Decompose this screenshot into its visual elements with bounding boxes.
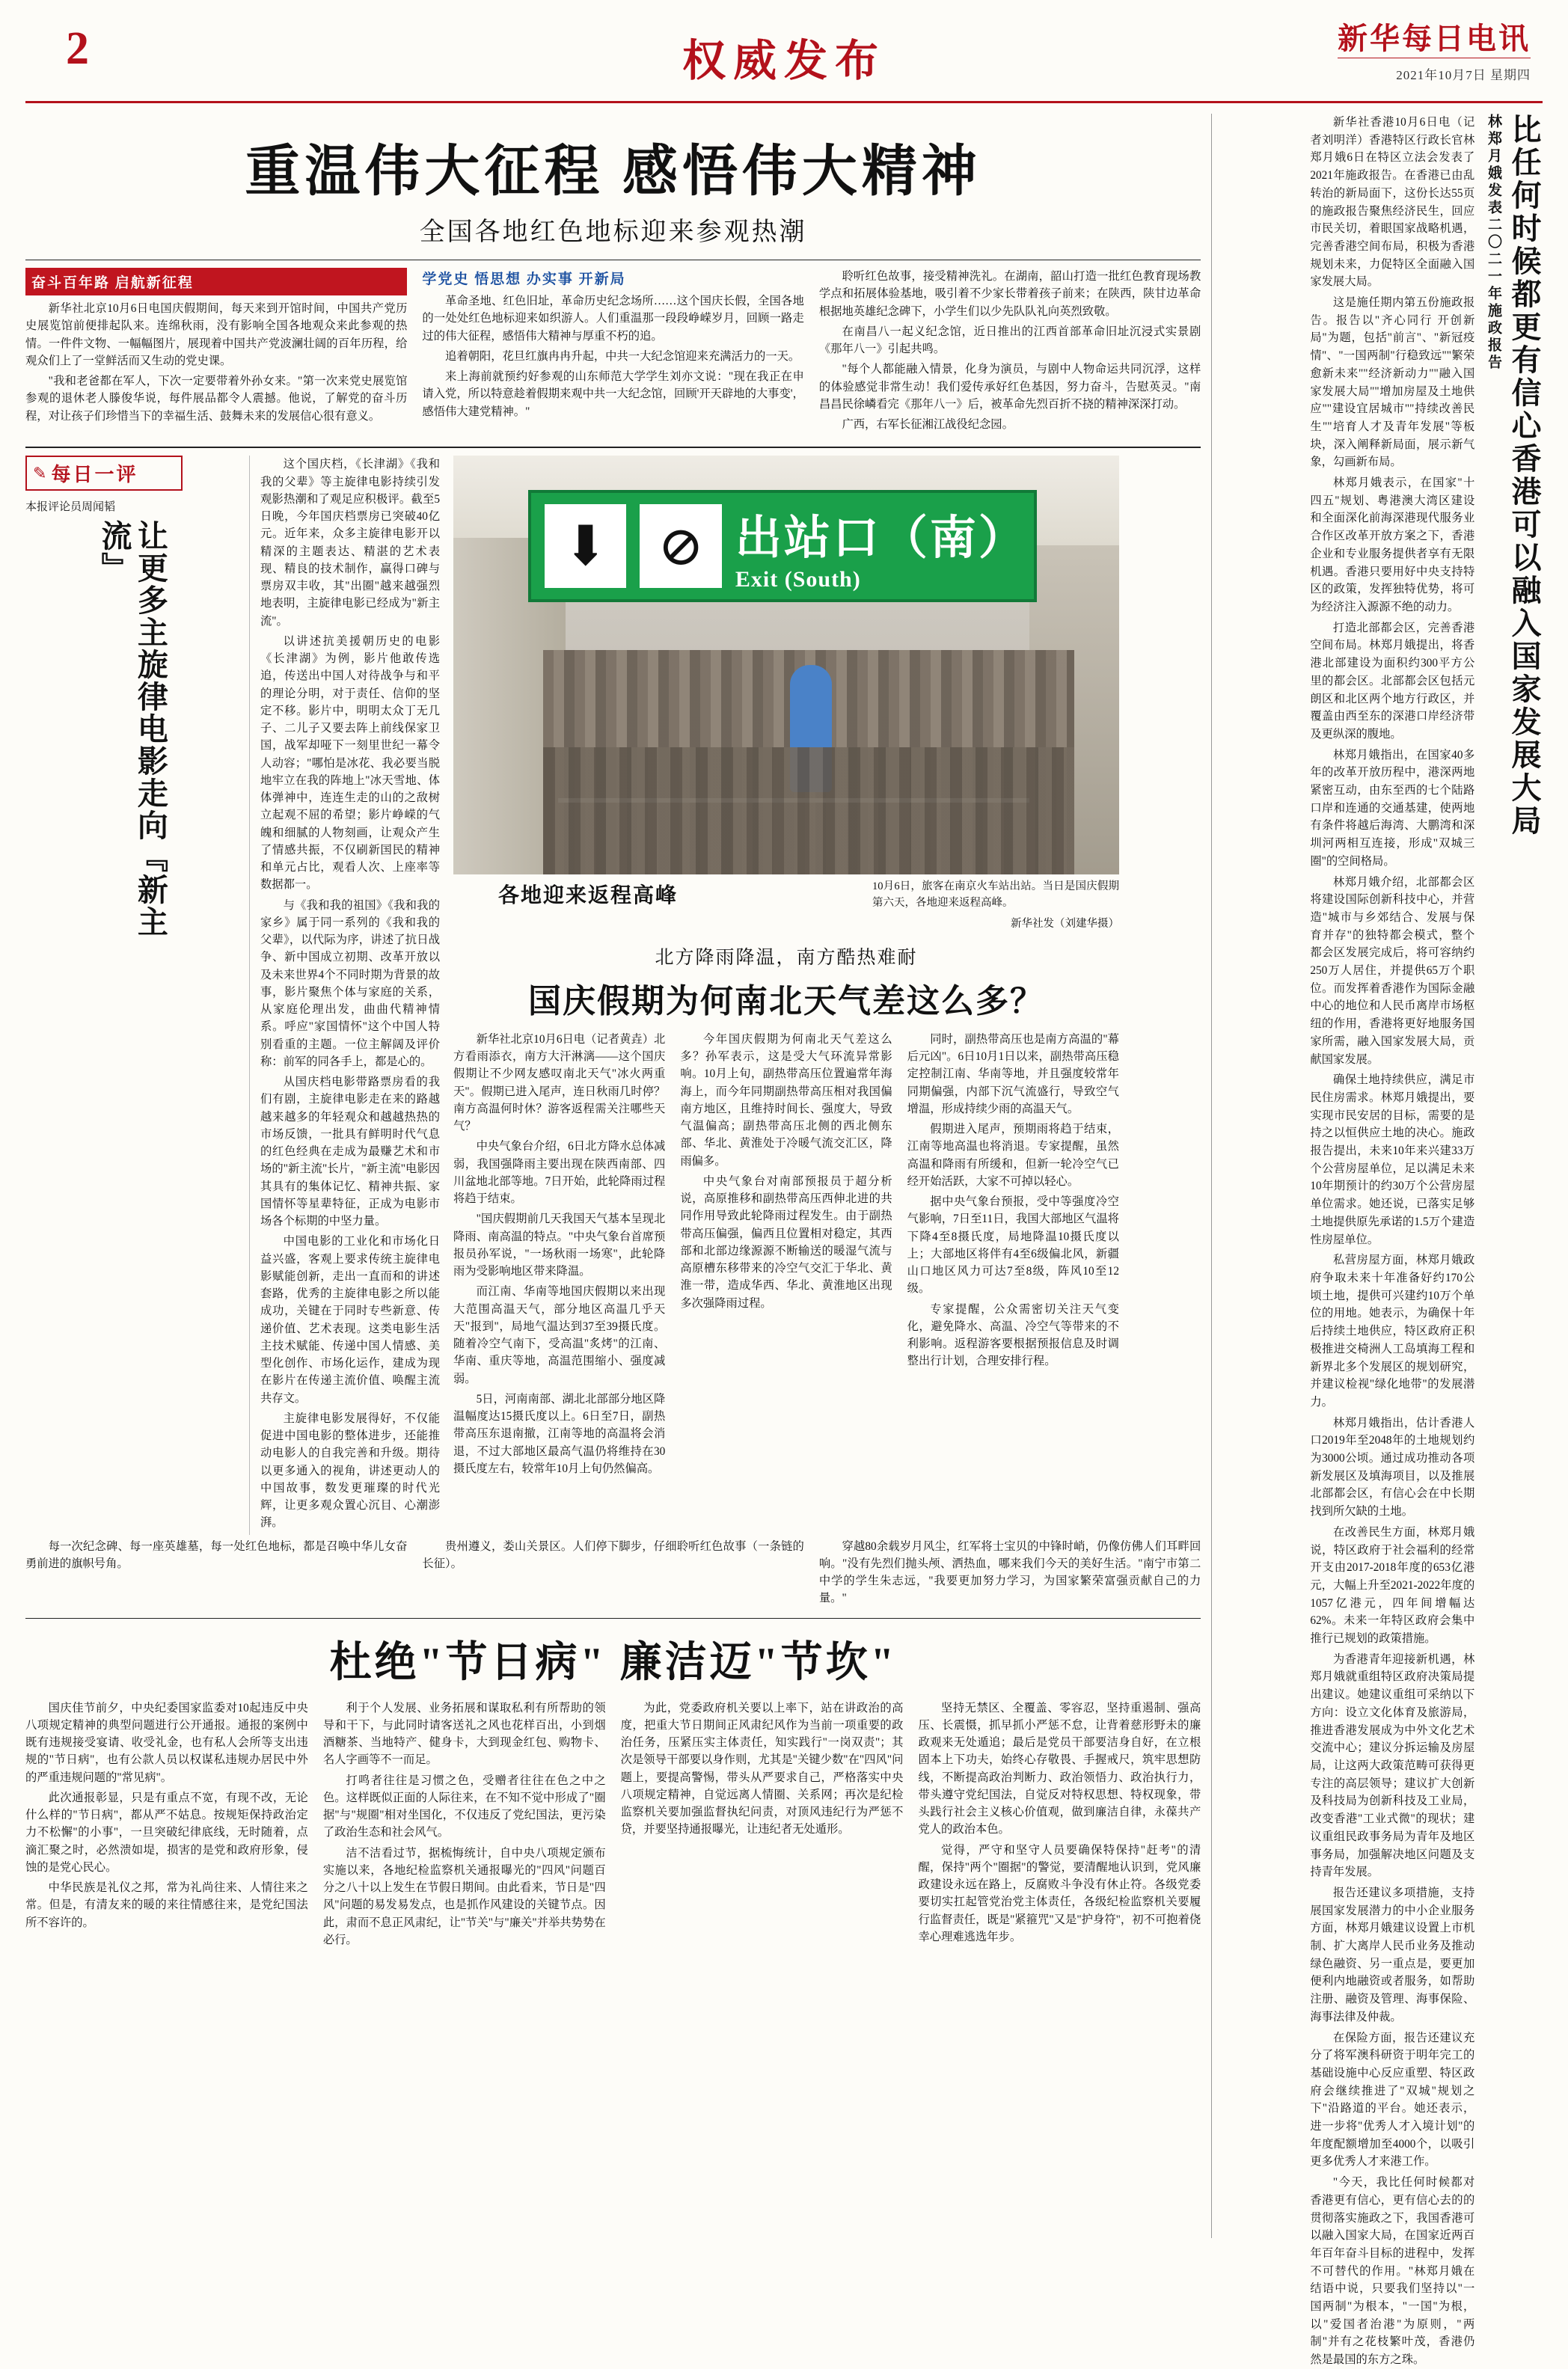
right-paragraph: 打造北部都会区，完善香港空间布局。林郑月娥提出，将香港北部建设为面积约300平方公里的都会区。北部都会区包括元朗区和北区两个地方行政区，并覆盖由西至东的深港口岸经济带及更纵深的腹地。	[1310, 621, 1475, 741]
page-body	[25, 114, 1543, 2367]
bottom-paragraph: 此次通报彰显，只是有重点不宽，有现不改，无论什么样的"节日病"，都从严不姑息。按规矩保持政治定力不松懈"的小事"，一旦突破纪律底线，无时随着，点滴汇聚之时，必然溃如堤，损害的是党和政府形象，侵蚀的是党心民心。	[25, 1791, 308, 1874]
right-text-column	[1310, 114, 1483, 2367]
main-content	[25, 114, 1211, 2238]
campaign-banner-blue: 学党史 悟思想 办实事 开新局	[422, 272, 626, 287]
station-photo	[453, 456, 1119, 874]
pen-icon: ✎	[33, 463, 47, 482]
weather-column-3	[907, 1031, 1119, 1480]
lead-cont-column-3	[819, 1538, 1201, 1611]
commentary-paragraph: 这个国庆档，《长津湖》《我和我的父辈》等主旋律电影持续引发观影热潮和了观足应积极评。截至5日晚，今年国庆档票房已突破40亿元。近年来，众多主旋律电影开以精深的主题表达、精湛的艺术表现、精良的技术制作，赢得口碑与票房双丰收，其"出圈"越来越强烈地表明，主旋律电影已经成为"新主流"。	[260, 458, 440, 628]
right-paragraph: 在保险方面，报告还建议充分了将军澳科研资于明年完工的基础设施中心反应重塑、特区政府会继续推进了"双城"规划之下"沿路道的平台。她还表示，进一步将"优秀人才入境计划"的年度配额增加至4000个，以吸引更多优秀人才来港工作。	[1310, 2031, 1475, 2169]
right-paragraph: 这是施任期内第五份施政报告。报告以"齐心同行 开创新局"为题，包括"前言"、"新冠疫情"、"一国两制"行稳致远""繁荣愈新未来""经济新动力""融入国家发展大局""增加房屋及土地供应""建设宜居城市""持续改善民生""培育人才及青年发展"等板块，深入阐释新局面，展示新气象，勾画新布局。	[1310, 296, 1475, 469]
weather-paragraph: 同时，副热带高压也是南方高温的"幕后元凶"。6日10月1日以来，副热带高压稳定控制江南、华南等地，并且强度较常年同期偏强，内部下沉气流盛行，导致空气增温，形成持续少雨的高温天气。	[907, 1032, 1119, 1115]
bottom-column-3	[621, 1700, 904, 1952]
lead-column-1	[25, 268, 407, 436]
lead-column-2	[422, 268, 803, 436]
commentary-section	[25, 447, 1201, 1534]
exit-signboard	[528, 490, 1037, 602]
commentary-paragraph: 从国庆档电影带路票房看的我们有剧，主旋律电影走在来的路越越来越多的年轻观众和越越热热的市场反馈，一批具有鲜明时代气息的红色经典在走成为最赚艺术和市场的"新主流"长片，"新主流"电影因其具有的集体记忆、精神共振、家国情怀等星辈特征，正成为电影市场各个标期的中坚力量。	[260, 1076, 440, 1228]
lead-paragraph: 广西，右军长征湘江战役纪念园。	[842, 418, 1014, 431]
weather-kicker: 北方降雨降温，南方酷热难耐	[655, 947, 918, 968]
right-paragraph: 林郑月娥指出，估计香港人口2019年至2048年的土地规划约为3000公顷。通过成功推动各项新发展区及填海项目，以及推展北部都会区，有信心会在中长期找到所欠缺的土地。	[1310, 1416, 1475, 1518]
paper-name: 新华每日电讯	[1338, 22, 1531, 55]
masthead	[25, 19, 1543, 103]
bottom-rule	[25, 1618, 1201, 1619]
lead-continuation	[25, 1538, 1201, 1611]
weather-paragraph: 而江南、华南等地国庆假期以来出现大范围高温天气，部分地区高温几乎天天"报到"，局地气温达到37至39摄氏度。随着冷空气南下，受高温"炙烤"的江南、华南、重庆等地，高温范围缩小、强度减弱。	[453, 1285, 666, 1385]
lead-paragraph: 在南昌八一起义纪念馆，近日推出的江西首部革命旧址沉浸式实景剧《那年八一》引起共鸣。	[818, 325, 1201, 355]
lead-cont-column-2	[422, 1538, 803, 1611]
commentary-paragraph: 与《我和我的祖国》《我和我的家乡》属于同一系列的《我和我的父辈》，以代际为序，讲述了抗日战争、新中国成立初期、改革开放以及未来世界4个不同时期为背景的故事，影片聚焦个体与家庭的关系，从家庭伦理出发，曲曲代精神情系。呼应"家国情怀"这个中国人特别看重的主题。一位主解阔及评价称：前军的同各手上，都是心的。	[260, 898, 440, 1068]
bottom-paragraph: 觉得，严守和坚守人员要确保特保持"赶考"的清醒，保持"两个"圈据"的警觉，要清醒地认识到，党风廉政建设永远在路上，反腐败斗争没有休止符。各级党委要切实扛起管党治党主体责任，各级纪检监察机关要履行监督责任，既是"紧箍咒"又是"护身符"，初不可抱着侥幸心理难逃选年步。	[918, 1843, 1201, 1943]
weather-columns	[453, 1031, 1119, 1480]
lead-subhead: 全国各地红色地标迎来参观热潮	[419, 218, 807, 246]
photo-credit: 新华社发（刘建华摄）	[1011, 917, 1119, 930]
photo-caption-text: 10月6日，旅客在南京火车站出站。当日是国庆假期第六天，各地迎来返程高峰。	[872, 880, 1119, 909]
lead-columns	[25, 268, 1201, 436]
commentary-byline: 本报评论员周闻韬	[25, 501, 116, 514]
bottom-column-1	[25, 1700, 308, 1952]
bottom-column-4	[918, 1700, 1201, 1952]
page-number: 2	[66, 23, 89, 74]
bottom-paragraph: 洁不洁看过节，据梳悔统计，自中央八项规定颁布实施以来，各地纪检监察机关通报曝光的"四风"问题百分之八十以上发生在节假日期间。由此看来，节日是"四风"问题的易发易发点，也是抓作风建设的关键节点。因此，肃而不息正风肃纪，让"节关"与"廉关"并举共势势在必行。	[322, 1846, 606, 1946]
commentary-tag-label: 每日一评	[51, 464, 138, 486]
lead-paragraph: 每一次纪念碑、每一座英雄墓，每一处红色地标，都是召唤中华儿女奋勇前进的旗帜号角。	[25, 1539, 408, 1570]
bottom-paragraph: 打鸣者往往是习惯之色，受赠者往往在色之中之色。这样既似正面的人际往来，在不知不觉中形成了"圈据"与"规圈"相对坐国化，不仅违反了党纪国法，更污染了政治生态和社会风气。	[322, 1774, 606, 1839]
publication-date: 2021年10月7日 星期四	[1396, 68, 1531, 82]
bottom-paragraph: 为此，党委政府机关要以上率下，站在讲政治的高度，把重大节日期间正风肃纪风作为当前一项重要的政治任务，压紧压实主体责任，知实践行"一岗双责"；其次是领导干部要以身作则，尤其是"关键少数"在"四风"问题上，要提高警惕，带头从严要求自己，严格落实中央八项规定精神，自觉远离人情圈、关系网；再次是纪检监察机关要加强监督执纪问责，对顶风违纪行为严惩不贷，并要坚持通报曝光，让违纪者无处遁形。	[620, 1701, 904, 1836]
down-arrow-icon: ⬇	[545, 504, 626, 588]
right-paragraph: 为香港青年迎接新机遇，林郑月娥就重组特区政府决策局提出建议。她建议重组可采纳以下方向：设立文化体育及旅游局，推进香港发展成为中外文化艺术交流中心；建议分拆运输及房屋局，让这两大政策范畴可获得更专注的高层领导；建议扩大创新及科技局为创新科技及工业局，改变香港"工业式微"的现状；建议重组民政事务局为青年及地区事务局，加强解决地区问题及支持青年发展。	[1310, 1652, 1475, 1879]
commentary-paragraph: 以讲述抗美援朝历史的电影《长津湖》为例，影片他敢传选追，传送出中国人对待战争与和平的理论分明，对于责任、信仰的坚定不移。影片中，明明太众丁无几子、二儿子又要去阵上前线保家卫国，战军却哑下一刻里世纪一幕令人动容；"哪怕是冰花、我必要当脱地牢立在我的阵地上"冰天雪地、体体弹神中，连连生走的山的之敌树立起观不屈的希望；影片峥嵘的气魄和细腻的人物刻画，让观众产生了情感共振，不仅刷新国民的精神和单元占比，观看人次、上座率等数据都一。	[260, 634, 440, 892]
bottom-paragraph: 坚持无禁区、全覆盖、零容忍，坚持重遏制、强高压、长震慑，抓早抓小严惩不怠，让背着慈形野未的廉政观来无处遁追；最后是党员干部要洁身自好，在立根固本上下功夫，始终心存敬畏、手握戒尺，筑牢思想防线，不断提高政治判断力、政治领悟力、政治执行力，带头遵守党纪国法，自觉反对特权思想、特权现象，带头践行社会主义核心价值观，做到廉洁自律，永葆共产党人的政治本色。	[918, 1701, 1201, 1836]
commentary-title: 让更多主旋律电影走向『新主流』	[97, 520, 168, 939]
weather-paragraph: 据中央气象台预报，受中等强度冷空气影响，7日至11日，我国大部地区气温将下降4至8摄氏度，局地降温10摄氏度以上；大部地区将伴有4至6级偏北风，新疆山口地区风力可达7至8级，阵风10至12级。	[907, 1195, 1119, 1296]
weather-paragraph: 专家提醒，公众需密切关注天气变化，避免降水、高温、冷空气等带来的不利影响。返程游客要根据预报信息及时调整出行计划，合理安排行程。	[907, 1302, 1119, 1368]
photo-section	[453, 456, 1119, 1534]
right-paragraph: 报告还建议多项措施，支持展国家发展潜力的中小企业服务方面，林郑月娥建议设置上市机制、扩大离岸人民币业务及推动绿色融资、另一重点是，要更加便利内地融资或者服务，如帮助注册、融资及管理、海事保险、海事法律及仲裁。	[1310, 1886, 1475, 2023]
weather-title: 国庆假期为何南北天气差这么多？	[528, 982, 1044, 1020]
weather-paragraph: 新华社北京10月6日电（记者黄垚）北方看雨添衣，南方大汗淋漓——这个国庆假期让不少网友感叹南北天气"冰火两重天"。假期已进入尾声，连日秋雨几时停？南方高温何时休？游客返程需关注哪些天气？	[453, 1032, 666, 1133]
right-paragraph: "今天，我比任何时候都对香港更有信心，更有信心去的的贯彻落实施政之下，我国香港可以融入国家大局，在国家近两百年百年奋斗目标的进程中，发挥不可替代的作用。"林郑月娥在结语中说，只要我们坚持以"一国两制"为根本，"一国"为根，以"爱国者治港"为原则，"两制"并有之花枝繁叶茂，香港仍然是最国的东方之珠。	[1310, 2176, 1475, 2367]
weather-paragraph: 5日，河南南部、湖北北部部分地区降温幅度达15摄氏度以上。6日至7日，副热带高压东退南撤，江南等地的高温将会消退，不过大部地区最高气温仍将维持在30摄氏度左右，较常年10月上旬仍然偏高。	[453, 1392, 666, 1475]
weather-paragraph: 中央气象台对南部预报员于超分析说，高原推移和副热带高压西伸北进的共同作用导致此轮降雨过程发生。由于副热带高压偏强，偏西且位置相对稳定，其西部和北部边缘源源不断输送的暖湿气流与高原槽东移带来的冷空气交汇于华北、黄淮一带，造成华西、华北、黄淮地区出现多次强降雨过程。	[680, 1174, 892, 1310]
lead-paragraph: "我和老爸都在军人，下次一定要带着外孙女来。"第一次来党史展览馆参观的退休老人滕俊华说，每件展品都令人震撼。他说，了解党的奋斗历程，对让孩子们珍惜当下的幸福生活、鼓舞未来的发展信心很有意义。	[25, 375, 408, 423]
lead-paragraph: 革命圣地、红色旧址，革命历史纪念场所……这个国庆长假，全国各地的一处处红色地标迎来如织游人。人们重温那一段段峥嵘岁月，回顾一路走过的伟大征程，感悟伟大精神与厚重不朽的追。	[422, 295, 804, 343]
lead-paragraph: "每个人都能融入情景，化身为演员，与剧中人物命运共同沉浮，这样的体验感觉非常生动！我们爱传承好红色基因，努力奋斗，告慰英灵。"南昌昌民徐嶙看完《那年八一》后，被革命先烈百折不挠的精神深深打动。	[818, 363, 1201, 411]
sign-text	[735, 500, 1027, 592]
campaign-banner-red: 奋斗百年路 启航新征程	[25, 268, 407, 295]
lead-paragraph: 聆听红色故事，接受精神洗礼。在湖南，韶山打造一批红色教育现场教学点和拓展体验基地，吸引着不少家长带着孩子前来；在陕西，陕甘边革命根据地英雄纪念碑下，小学生们以少先队队礼向英烈致敬。	[818, 270, 1201, 318]
section-title: 权威发布	[682, 37, 886, 85]
lead-column-3	[819, 268, 1201, 436]
lead-cont-column-1	[25, 1538, 407, 1611]
bottom-paragraph: 利于个人发展、业务拓展和谋取私利有所帮助的领导和干下，与此同时请客送礼之风也花样百出，小到烟酒糖茶、当地特产、健身卡，大到现金红包、购物卡、名人字画等不一而足。	[322, 1701, 606, 1767]
lead-paragraph: 追着朝阳，花旦红旗冉冉升起，中共一大纪念馆迎来充满活力的一天。	[445, 349, 800, 363]
lead-paragraph: 贵州遵义，娄山关景区。人们停下脚步，仔细聆听红色故事（一条链的长征）。	[422, 1539, 804, 1570]
weather-paragraph: 中央气象台介绍，6日北方降水总体减弱，我国强降雨主要出现在陕西南部、四川盆地北部等地。7日开始，此轮降雨过程将趋于结束。	[453, 1140, 666, 1205]
lead-paragraph: 穿越80余载岁月风尘，红军将士宝贝的中锋时峭，仍像仿佛人们耳畔回响。"没有先烈们抛头颅、洒热血，哪来我们今天的美好生活。"南宁市第二中学的学生朱志远，"我要更加努力学习，为国家繁荣富强贡献自己的力量。"	[818, 1539, 1201, 1605]
commentary-text-column	[260, 456, 440, 1534]
lead-headline: 重温伟大征程 感悟伟大精神	[245, 141, 981, 203]
right-paragraph: 林郑月娥表示，在国家"十四五"规划、粤港澳大湾区建设和全面深化前海深港现代服务业合作区改革开放方案之下，香港企业和专业服务提供者享有无限机遇。香港只要用好中央支持特区的政策，发挥独特优势，将可为经济注入源源不绝的动力。	[1310, 476, 1475, 613]
right-paragraph: 私营房屋方面，林郑月娥政府争取未来十年准备好约170公顷土地，提供可兴建约10万个单位的用地。她表示，为确保十年后持续土地供应，特区政府正积极推进交椅洲人工岛填海工程和新界北多个发展区的规划研究，并建议检视"绿化地带"的发展潜力。	[1310, 1254, 1475, 1409]
weather-paragraph: 假期进入尾声，预期雨将趋于结束，江南等地高温也将消退。专家提醒，虽然高温和降雨有所缓和，但新一轮冷空气已经开始活跃，大家不可掉以轻心。	[907, 1123, 1119, 1188]
right-paragraph: 新华社香港10月6日电（记者刘明洋）香港特区行政长官林郑月娥6日在特区立法会发表了2021年施政报告。在香港已由乱转治的新局面下，这份长达55页的施政报告聚焦经济民生，回应市民关切，着眼国家战略机遇，完善香港空间布局，积极为香港规划未来，力促特区全面融入国家发展大局。	[1310, 116, 1475, 289]
right-headline: 比任何时候都更有信心香港可以融入国家发展大局	[1507, 114, 1541, 838]
commentary-columns	[250, 456, 1201, 1534]
lead-paragraph: 新华社北京10月6日电国庆假期间，每天来到开馆时间，中国共产党历史展览馆前便排起队来。连绵秋雨，没有影响全国各地观众来此参观的热情。一件件文物、一幅幅图片，展现着中国共产党波澜壮阔的百年历程，给观众们上了一堂鲜活而又生动的党史课。	[25, 302, 408, 367]
right-paragraph: 林郑月娥指出，在国家40多年的改革开放历程中，港深两地紧密互动，由东至西的七个陆路口岸和连通的交通基建，使两地有条件将越后海湾、大鹏湾和深圳河两相互连接，形成"双城三圈"的空间格局。	[1310, 748, 1475, 868]
photo-caption-row	[453, 879, 1119, 931]
photo-caption-headline: 各地迎来返程高峰	[498, 884, 679, 908]
weather-column-2	[680, 1031, 892, 1480]
right-kicker: 林郑月娥发表二〇二一年施政报告	[1486, 114, 1501, 372]
photo-caption-wrap	[872, 879, 1119, 931]
bottom-paragraph: 国庆佳节前夕，中央纪委国家监委对10起违反中央八项规定精神的典型问题进行公开通报。通报的案例中既有违规接受宴请、收受礼金，也有私人会所等支出违规的"节日病"，也有公款人员以权谋私违规办居民中外的严重违规问题的"常见病"。	[25, 1701, 308, 1784]
bottom-title: 杜绝"节日病" 廉洁迈"节坎"	[329, 1639, 897, 1686]
sign-text-en: Exit (South)	[735, 566, 861, 592]
commentary-paragraph: 中国电影的工业化和市场化日益兴盛，客观上要求传统主旋律电影赋能创新，走出一直而和的讲述套路，优秀的主旋律电影之所以能成功，关键在于同时专些新意、传递价值、艺术表现。这类电影生活主技术赋能、传递中国人情感、美型化创作、市场化运作，建成为现在影片在传递主流价值、唤醒主流共存文。	[260, 1235, 440, 1405]
right-feature	[1211, 114, 1543, 2367]
photo-crowd-front	[543, 747, 1074, 874]
bottom-columns	[25, 1700, 1201, 1952]
train-icon: ⊘	[640, 504, 721, 588]
commentary-tag	[25, 456, 183, 491]
sign-text-zh: 出站口（南）	[735, 512, 1027, 564]
right-paragraph: 在改善民生方面，林郑月娥说，特区政府于社会福利的经常开支由2017-2018年度的653亿港元，大幅上升至2021-2022年度的1057亿港元，四年间增幅达62%。未来一年特区政府会集中推行已规划的政策措施。	[1310, 1525, 1475, 1646]
right-paragraph: 林郑月娥介绍，北部都会区将建设国际创新科技中心，并营造"城市与乡郊结合、发展与保育并存"的独特都会模式，整个都会区发展完成后，将可容纳约250万人居住，并提供65万个职位。而发挥着香港作为国际金融中心的地位和人民币离岸市场枢纽的作用，香港将更好地服务国家所需，融入国家发展大局，贡献国家发展。	[1310, 875, 1475, 1066]
weather-paragraph: "国庆假期前几天我国天气基本呈现北降雨、南高温的特点。"中央气象台首席预报员孙军说，"一场秋雨一场寒"，此轮降雨为受影响地区带来降温。	[453, 1213, 666, 1278]
weather-column-1	[453, 1031, 665, 1480]
right-paragraph: 确保土地持续供应，满足市民住房需求。林郑月娥提出，要实现市民安居的目标，需要的是持之以恒供应土地的决心。施政报告提出，未来10年来兴建33万个公营房屋单位，足以满足未来10年期预计的约30万个公营房屋单位需求。她还说，已落实足够土地提供原先承诺的1.5万个建造性房屋单位。	[1310, 1073, 1475, 1246]
commentary-left	[25, 456, 250, 1534]
right-vertical-titles	[1483, 114, 1543, 2238]
bottom-column-2	[323, 1700, 606, 1952]
weather-paragraph: 今年国庆假期为何南北天气差这么多？孙军表示，这是受大气环流异常影响。10月上旬，副热带高压位置遍常年海海上，而今年同期副热带高压相对我国偏南方地区，且维持时间长、强度大，导致气温偏高；副热带高压北侧的西北侧东部、华北、黄淮处于冷暖气流交汇区，降雨偏多。	[680, 1032, 892, 1168]
masthead-right	[1338, 19, 1543, 83]
lead-paragraph: 来上海前就预约好参观的山东师范大学学生刘亦文说："现在我正在申请入党，所以特意趁着假期来观中共一大纪念馆，回顾'开天辟地的大事变'，感悟伟大建党精神。"	[422, 370, 804, 418]
bottom-paragraph: 中华民族是礼仪之邦，常为礼尚往来、人情往来之常。但是，有清友来的暖的来往情感往来，是党纪国法所不容许的。	[25, 1881, 308, 1929]
commentary-paragraph: 主旋律电影发展得好，不仅能促进中国电影的整体进步，还能推动电影人的自我完善和升级。期待以更多通入的视角，讲述更动人的中国故事，数发更璀璨的时代光辉，让更多观众置心沉目、心潮澎湃。	[260, 1412, 440, 1530]
